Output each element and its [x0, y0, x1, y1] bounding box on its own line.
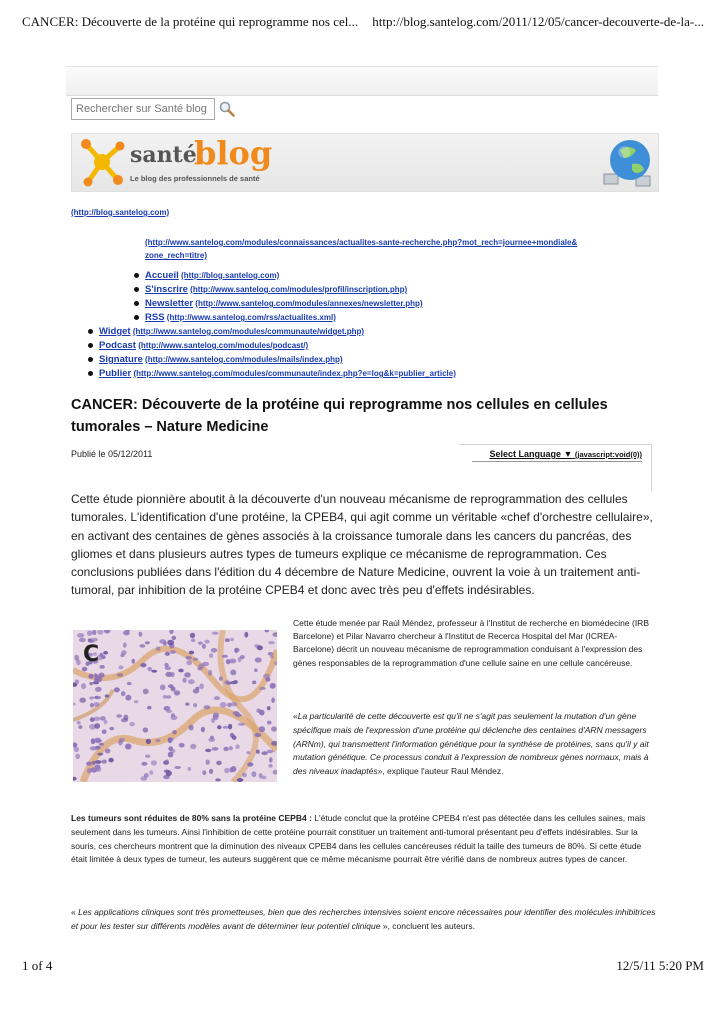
- bullet-icon: [134, 315, 139, 320]
- language-divider: [472, 461, 642, 462]
- search-url-link-continued[interactable]: zone_rech=titre): [145, 251, 208, 260]
- select-language-link[interactable]: [459, 449, 642, 459]
- top-bar: [66, 66, 658, 96]
- nav-item-widget[interactable]: Widget (http://www.santelog.com/modules/communaute/widget.php): [99, 326, 365, 337]
- article-intro: Cette étude pionnière aboutit à la découverte d'un nouveau mécanisme de reprogrammation des cellules tumorales. L'identification d'une protéine, la CPEB4, qui agit comme un véritable «chef d'orchestre cellulaire», en activant des centaines de gènes associés à la croissance tumorale dans les cancers du pancréas, des gliomes et dans plusieurs autres types de tumeurs explique ce mécanisme de reprogrammation. Ces conclusions publiées dans l'édition du 4 décembre de Nature Medicine, ouvrent la voie à un traitement anti-tumoral, par inhibition de la protéine CPEB4 et donc avec très peu d'effets indésirables.: [71, 492, 653, 598]
- select-language-label[interactable]: Select Language ▼: [489, 449, 573, 459]
- results-paragraph: Les tumeurs sont réduites de 80% sans la protéine CEPB4 : L'étude conclut que la protéine CPEB4 n'est pas détectée dans les cellules saines, mais seulement dans les tumeurs. Ainsi l'inhibition de cette protéine pourrait constituer un traitement anti-tumoral présentant peu d'effets indésirables. Sur la souris, ces chercheurs montrent que la diminution des niveaux CPEB4 dans les cellules cancéreuses réduit la taille des tumeurs de 80%. Si cette étude était limitée à deux types de tumeur, les auteurs suggèrent que ce même mécanisme pourrait être vérifié dans de nombreux autres types de cancer.: [71, 813, 646, 865]
- nav-item-rss[interactable]: RSS (http://www.santelog.com/rss/actualites.xml): [145, 312, 336, 323]
- author-quote: «La particularité de cette découverte est qu'il ne s'agit pas seulement la mutation d'un gène spécifique mais de l'expression d'une protéine qui déclenche des centaines d'ARN messagers (ARNm), qui transmettent l'information génétique pour la synthèse de protéines, sans qu'il y ait mutation génétique. Ce processus conduit à l'expression de nombreux gènes normaux, mais à des niveaux inadaptés», explique l'auteur Raul Méndez.: [293, 711, 649, 777]
- globe-icon: [602, 136, 654, 192]
- side-paragraph: Cette étude menée par Raúl Méndez, professeur à l'Institut de recherche en biomédecine (IRB Barcelone) et Pilar Navarro chercheur à l'Institut de Recerca Hospital del Mar (ICREA- Barcelone) décrit un nouveau mécanisme de reprogrammation conduisant à l'expression des gènes responsables de la reprogrammation d'une cellule saine en une cellule cancéreuse.: [293, 618, 649, 668]
- page-number: 1 of 4: [22, 958, 53, 973]
- bullet-icon: [134, 273, 139, 278]
- nav-item-sinscrire[interactable]: S'inscrire (http://www.santelog.com/modules/profil/inscription.php): [145, 284, 408, 295]
- bullet-icon: [134, 301, 139, 306]
- tumor-histology-image: [73, 630, 277, 782]
- bullet-icon: [88, 357, 93, 362]
- nav-item-newsletter[interactable]: Newsletter (http://www.santelog.com/modules/annexes/newsletter.php): [145, 298, 423, 309]
- search-box: [71, 98, 215, 120]
- nav-item-publier[interactable]: Publier (http://www.santelog.com/modules/communaute/index.php?e=log&k=publier_article): [99, 368, 456, 379]
- publish-date: Publié le 05/12/2011: [71, 449, 153, 459]
- bullet-icon: [88, 329, 93, 334]
- search-input[interactable]: [72, 100, 212, 118]
- print-header: [0, 0, 724, 40]
- nav-item-signature[interactable]: Signature (http://www.santelog.com/modules/mails/index.php): [99, 354, 343, 365]
- results-lead: Les tumeurs sont réduites de 80% sans la protéine CEPB4 :: [71, 813, 312, 823]
- print-datetime: 12/5/11 5:20 PM: [616, 958, 704, 973]
- logo-blog-text: blog: [194, 134, 273, 172]
- select-language-url[interactable]: (javascript:void(0)): [574, 450, 642, 459]
- nav-item-podcast[interactable]: Podcast (http://www.santelog.com/modules/podcast/): [99, 340, 309, 351]
- site-banner: [71, 133, 659, 192]
- figure-panel-label: C: [83, 642, 100, 667]
- bullet-icon: [134, 287, 139, 292]
- santelog-logo-icon[interactable]: [78, 136, 128, 192]
- magnifier-icon[interactable]: [218, 100, 236, 118]
- nav-item-accueil[interactable]: Accueil (http://blog.santelog.com): [145, 270, 280, 281]
- logo-sante-text: santé: [130, 142, 197, 168]
- print-page-url: http://blog.santelog.com/2011/12/05/cancer-decouverte-de-la-...: [372, 14, 704, 29]
- home-url-link[interactable]: (http://blog.santelog.com): [71, 208, 170, 217]
- bullet-icon: [88, 343, 93, 348]
- print-page-title: CANCER: Découverte de la protéine qui reprogramme nos cel...: [22, 14, 359, 29]
- conclusion-quote: « Les applications cliniques sont très prometteuses, bien que des recherches intensives soient encore nécessaires pour identifier des molécules inhibitrices et pour les tester sur différents modèles avant de déterminer leur potentiel clinique », concluent les auteurs.: [71, 907, 656, 931]
- article-title: CANCER: Découverte de la protéine qui reprogramme nos cellules en cellules tumorales – Nature Medicine: [71, 397, 608, 435]
- search-url-link[interactable]: (http://www.santelog.com/modules/connaissances/actualites-sante-recherche.php?mot_rech=journee+mondiale&: [145, 238, 578, 247]
- banner-tagline: Le blog des professionnels de santé: [130, 174, 260, 183]
- bullet-icon: [88, 371, 93, 376]
